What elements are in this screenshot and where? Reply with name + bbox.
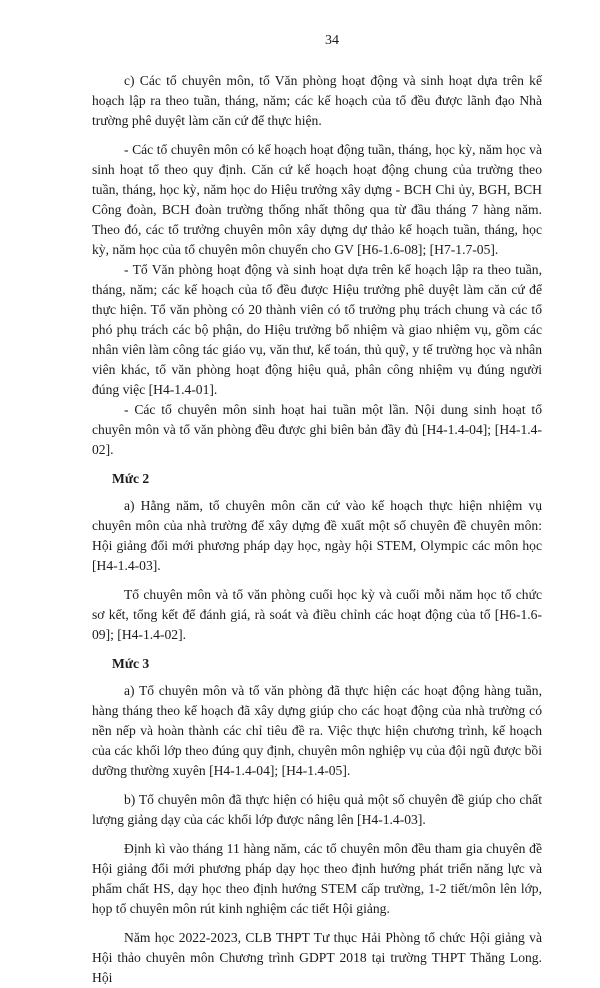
heading-level-2: Mức 2 xyxy=(112,471,150,486)
paragraph-level2-review: Tổ chuyên môn và tổ văn phòng cuối học kỳ và cuối mỗi năm học tổ chức sơ kết, tổng kết để đánh giá, rà soát và điều chỉnh các hoạt động của tổ [H6-1.6-09]; [H4-1.4-02]. xyxy=(92,587,542,642)
paragraph-c-intro: c) Các tổ chuyên môn, tổ Văn phòng hoạt động và sinh hoạt dựa trên kế hoạch lập ra theo tuần, tháng, năm; các kế hoạch của tổ đều được lãnh đạo Nhà trường phê duyệt làm căn cứ để thực hiện. xyxy=(92,73,542,128)
page-number: 34 xyxy=(325,33,339,48)
paragraph-meetings: - Các tổ chuyên môn sinh hoạt hai tuần một lần. Nội dung sinh hoạt tổ chuyên môn và tổ văn phòng đều được ghi biên bản đầy đủ [H4-1.4-04]; [H4-1.4-02]. xyxy=(92,402,542,457)
paragraph-level2-a: a) Hằng năm, tổ chuyên môn căn cứ vào kế hoạch thực hiện nhiệm vụ chuyên môn của nhà trường để xây dựng đề xuất một số chuyên đề chuyên môn: Hội giảng đổi mới phương pháp dạy học, ngày hội STEM, Olympic các môn học [H4-1.4-03]. xyxy=(92,498,542,573)
paragraph-level3-a: a) Tổ chuyên môn và tổ văn phòng đã thực hiện các hoạt động hàng tuần, hàng tháng theo kế hoạch đã xây dựng giúp cho các hoạt động của nhà trường có nền nếp và hoàn thành các chỉ tiêu đề ra. Việc thực hiện chương trình, kế hoạch của các khối lớp theo đúng quy định, chuyên môn nghiệp vụ của đội ngũ được bồi dưỡng thường xuyên [H4-1.4-04]; [H4-1.4-05]. xyxy=(92,683,542,778)
paragraph-office-team: - Tổ Văn phòng hoạt động và sinh hoạt dựa trên kế hoạch lập ra theo tuần, tháng, năm; các kế hoạch của tổ đều được Hiệu trưởng phê duyệt làm căn cứ để thực hiện. Tổ văn phòng có 20 thành viên có tổ trưởng phụ trách chung và các tổ phó phụ trách các bộ phận, do Hiệu trưởng bổ nhiệm và giao nhiệm vụ, gồm các nhân viên làm công tác giáo vụ, văn thư, kế toán, thủ quỹ, y tế trường học và nhân viên khác, tổ văn phòng hoạt động hiệu quả, phân công nhiệm vụ đúng người đúng việc [H4-1.4-01]. xyxy=(92,262,542,397)
paragraph-level3-school-year: Năm học 2022-2023, CLB THPT Tư thục Hải Phòng tổ chức Hội giảng và Hội thảo chuyên môn Chương trình GDPT 2018 tại trường THPT Thăng Long. Hội xyxy=(92,930,542,985)
paragraph-level3-b: b) Tổ chuyên môn đã thực hiện có hiệu quả một số chuyên đề giúp cho chất lượng giảng dạy của các khối lớp được nâng lên [H4-1.4-03]. xyxy=(92,792,542,827)
heading-level-3: Mức 3 xyxy=(112,656,150,671)
paragraph-level3-teaching-festival: Định kì vào tháng 11 hàng năm, các tổ chuyên môn đều tham gia chuyên đề Hội giảng đổi mới phương pháp dạy học theo định hướng phát triển năng lực và phẩm chất HS, dạy học theo định hướng STEM cấp trường, 1-2 tiết/môn lên lớp, họp tổ chuyên môn rút kinh nghiệm các tiết Hội giảng. xyxy=(92,841,542,916)
paragraph-department-plans: - Các tổ chuyên môn có kế hoạch hoạt động tuần, tháng, học kỳ, năm học và sinh hoạt tổ theo quy định. Căn cứ kế hoạch hoạt động chung của trường theo tuần, tháng, học kỳ, năm học do Hiệu trưởng xây dựng - BCH Chi ủy, BGH, BCH Công đoàn, BCH đoàn trường thống nhất thông qua từ đầu tháng 7 hàng năm. Theo đó, các tổ trưởng chuyên môn xây dựng dự thảo kế hoạch tuần, tháng, học kỳ, năm học của tổ chuyên môn chuyển cho GV [H6-1.6-08]; [H7-1.7-05]. xyxy=(92,142,542,257)
